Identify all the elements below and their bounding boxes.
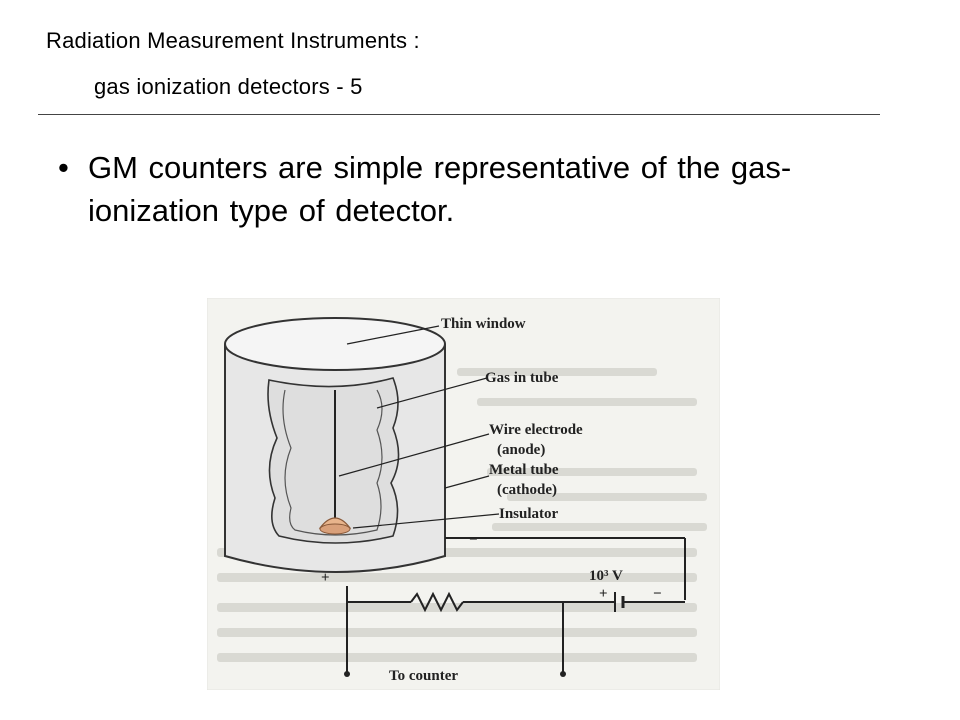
title-divider — [38, 114, 880, 115]
battery-plus: + — [599, 586, 608, 602]
polarity-minus: − — [469, 532, 478, 548]
polarity-plus: + — [321, 570, 330, 586]
label-insulator: Insulator — [499, 506, 559, 522]
gm-counter-svg — [207, 298, 720, 690]
label-anode: (anode) — [497, 442, 546, 458]
bullet-text: GM counters are simple representative of the gas-ionization type of detector. — [88, 150, 792, 228]
battery-minus: − — [653, 586, 662, 602]
bullet-icon: • — [58, 150, 69, 185]
slide-title-colon: : — [413, 28, 420, 53]
label-gas-in-tube: Gas in tube — [485, 370, 559, 386]
label-metal-tube: Metal tube — [489, 462, 559, 478]
label-wire-electrode: Wire electrode — [489, 422, 583, 438]
terminal-left-dot — [344, 671, 350, 677]
slide-subtitle: gas ionization detectors - 5 — [94, 74, 363, 99]
label-voltage: 10³ V — [589, 568, 623, 584]
label-cathode: (cathode) — [497, 482, 557, 498]
thin-window — [225, 318, 445, 370]
label-thin-window: Thin window — [441, 316, 526, 332]
label-to-counter: To counter — [389, 668, 459, 684]
slide-title-text: Radiation Measurement Instruments — [46, 28, 408, 53]
slide-title — [46, 28, 420, 54]
gm-counter-diagram — [207, 298, 720, 690]
terminal-right-dot — [560, 671, 566, 677]
